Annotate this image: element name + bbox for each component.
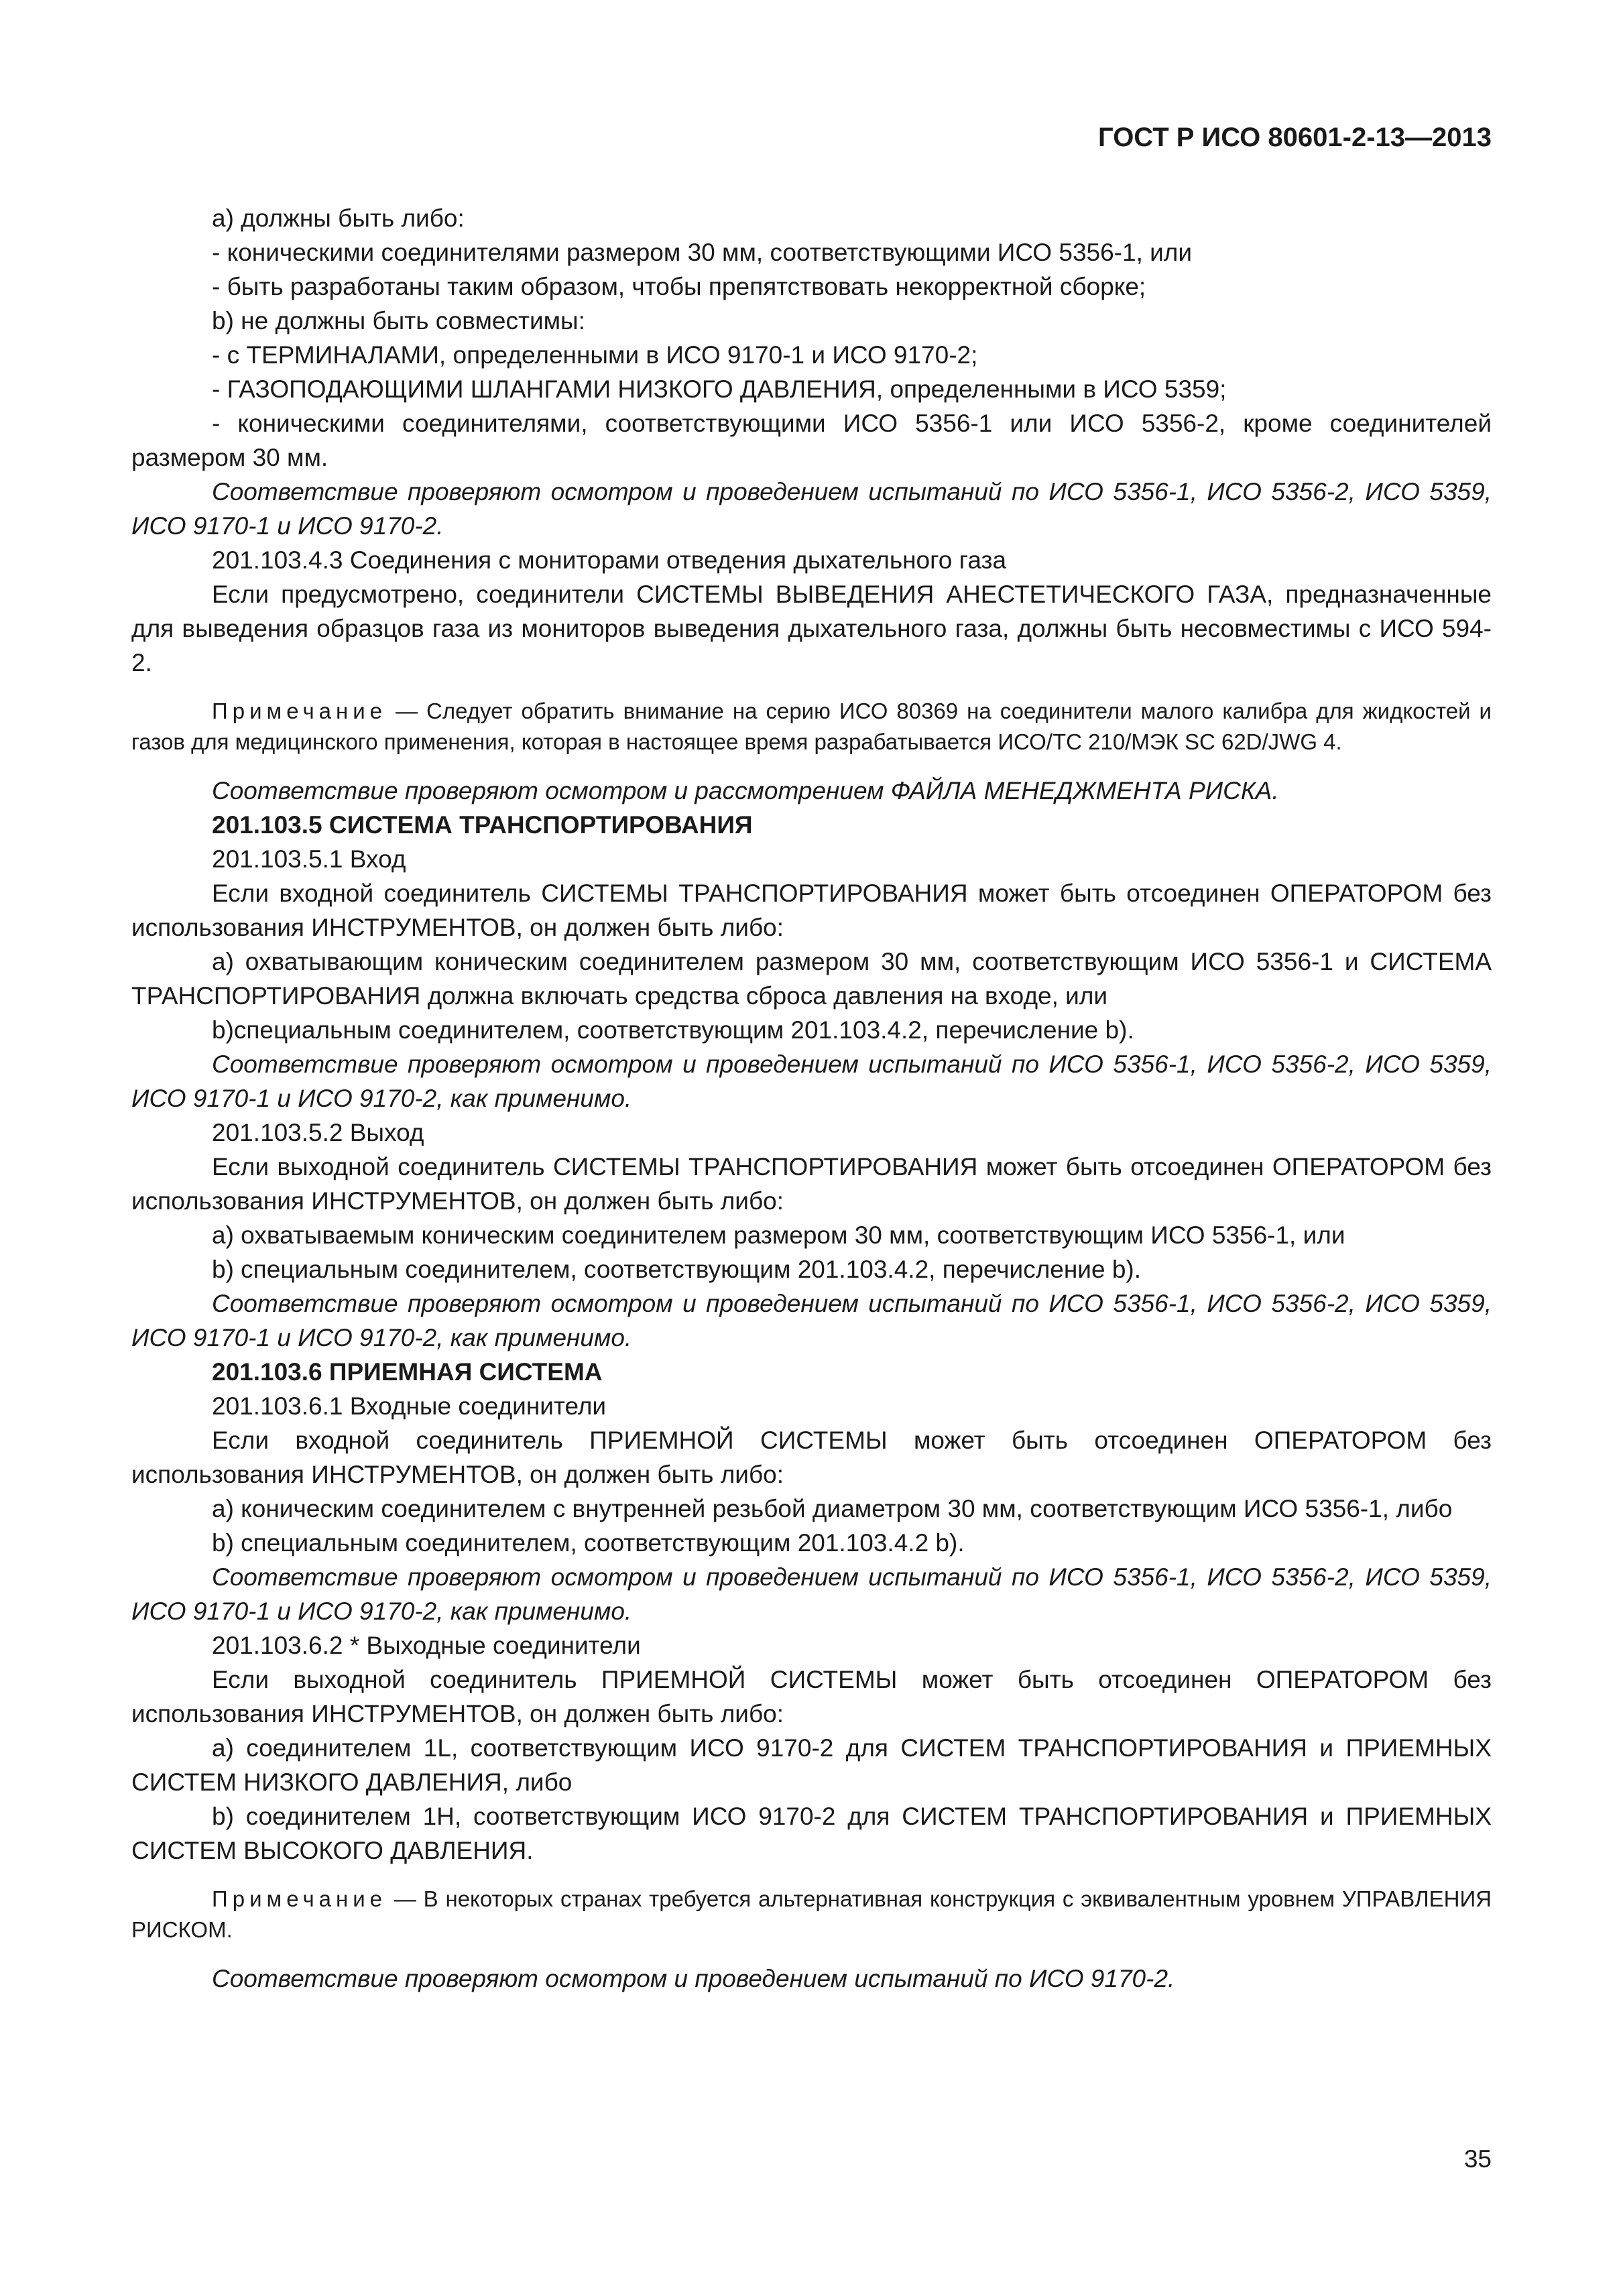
list-item: - быть разработаны таким образом, чтобы препятствовать некорректной сборке;: [212, 273, 1146, 300]
paragraph: Если предусмотрено, соединители СИСТЕМЫ ВЫВЕДЕНИЯ АНЕСТЕТИЧЕСКОГО ГАЗА, предназначенные для выведения образцов газа из мониторов выведения дыхательного газа, должны быть несовместимы с ИСО 594-2.: [131, 581, 1492, 676]
section-heading: 201.103.4.3 Соединения с мониторами отведения дыхательного газа: [212, 546, 1007, 574]
paragraph: Если входной соединитель ПРИЕМНОЙ СИСТЕМЫ может быть отсоединен ОПЕРАТОРОМ без использования ИНСТРУМЕНТОВ, он должен быть либо:: [131, 1427, 1492, 1488]
list-item: а) должны быть либо:: [212, 204, 465, 232]
section-heading: 201.103.5 СИСТЕМА ТРАНСПОРТИРОВАНИЯ: [212, 811, 753, 839]
list-item: - коническими соединителями, соответствующими ИСО 5356-1 или ИСО 5356-2, кроме соединителей размером 30 мм.: [131, 410, 1492, 471]
note: [131, 1884, 1492, 1945]
compliance-statement: Соответствие проверяют осмотром и проведением испытаний по ИСО 9170-2.: [212, 1965, 1175, 1992]
compliance-statement: Соответствие проверяют осмотром и проведением испытаний по ИСО 5356-1, ИСО 5356-2, ИСО 5359, ИСО 9170-1 и ИСО 9170-2, как применимо.: [131, 1290, 1492, 1351]
compliance-statement: Соответствие проверяют осмотром и проведением испытаний по ИСО 5356-1, ИСО 5356-2, ИСО 5359, ИСО 9170-1 и ИСО 9170-2, как применимо.: [131, 1050, 1492, 1112]
list-item: b) соединителем 1H, соответствующим ИСО 9170-2 для СИСТЕМ ТРАНСПОРТИРОВАНИЯ и ПРИЕМНЫХ СИСТЕМ ВЫСОКОГО ДАВЛЕНИЯ.: [131, 1803, 1492, 1864]
compliance-statement: Соответствие проверяют осмотром и рассмотрением ФАЙЛА МЕНЕДЖМЕНТА РИСКА.: [212, 777, 1279, 804]
subsection-heading: 201.103.6.2 * Выходные соединители: [212, 1632, 641, 1659]
list-item: - коническими соединителями размером 30 мм, соответствующими ИСО 5356-1, или: [212, 239, 1193, 266]
list-item: b) специальным соединителем, соответствующим 201.103.4.2 b).: [212, 1529, 965, 1557]
note-label: Примечание: [212, 1886, 387, 1911]
list-item: а) охватывающим коническим соединителем размером 30 мм, соответствующим ИСО 5356-1 и СИСТЕМА ТРАНСПОРТИРОВАНИЯ должна включать средства сброса давления на входе, или: [131, 948, 1492, 1010]
subsection-heading: 201.103.6.1 Входные соединители: [212, 1392, 607, 1420]
list-item: b) не должны быть совместимы:: [212, 307, 585, 335]
note-text: — Следует обратить внимание на серию ИСО 80369 на соединители малого калибра для жидкостей и газов для медицинского применения, которая в настоящее время разрабатывается ИСО/ТС 210/МЭК SC 62D/JWG 4.: [131, 699, 1492, 754]
paragraph: Если входной соединитель СИСТЕМЫ ТРАНСПОРТИРОВАНИЯ может быть отсоединен ОПЕРАТОРОМ без использования ИНСТРУМЕНТОВ, он должен быть либо:: [131, 880, 1492, 941]
list-item: а) соединителем 1L, соответствующим ИСО 9170-2 для СИСТЕМ ТРАНСПОРТИРОВАНИЯ и ПРИЕМНЫХ СИСТЕМ НИЗКОГО ДАВЛЕНИЯ, либо: [131, 1734, 1492, 1796]
compliance-statement: Соответствие проверяют осмотром и проведением испытаний по ИСО 5356-1, ИСО 5356-2, ИСО 5359, ИСО 9170-1 и ИСО 9170-2, как применимо.: [131, 1563, 1492, 1625]
list-item: а) коническим соединителем с внутренней резьбой диаметром 30 мм, соответствующим ИСО 5356-1, либо: [212, 1495, 1453, 1522]
note-text: — В некоторых странах требуется альтернативная конструкция с эквивалентным уровнем УПРАВЛЕНИЯ РИСКОМ.: [131, 1886, 1492, 1942]
list-item: а) охватываемым коническим соединителем размером 30 мм, соответствующим ИСО 5356-1, или: [212, 1221, 1345, 1249]
note-label: Примечание: [212, 699, 387, 723]
list-item: b)специальным соединителем, соответствующим 201.103.4.2, перечисление b).: [212, 1016, 1134, 1044]
list-item: - с ТЕРМИНАЛАМИ, определенными в ИСО 9170-1 и ИСО 9170-2;: [212, 341, 978, 369]
page-number: 35: [1463, 2145, 1492, 2173]
document-body: [131, 201, 1492, 1996]
paragraph: Если выходной соединитель СИСТЕМЫ ТРАНСПОРТИРОВАНИЯ может быть отсоединен ОПЕРАТОРОМ без использования ИНСТРУМЕНТОВ, он должен быть либо:: [131, 1153, 1492, 1215]
paragraph: Если выходной соединитель ПРИЕМНОЙ СИСТЕМЫ может быть отсоединен ОПЕРАТОРОМ без использования ИНСТРУМЕНТОВ, он должен быть либо:: [131, 1666, 1492, 1728]
compliance-statement: Соответствие проверяют осмотром и проведением испытаний по ИСО 5356-1, ИСО 5356-2, ИСО 5359, ИСО 9170-1 и ИСО 9170-2.: [131, 478, 1492, 540]
subsection-heading: 201.103.5.2 Выход: [212, 1119, 424, 1146]
document-header: ГОСТ Р ИСО 80601-2-13—2013: [1098, 123, 1492, 152]
list-item: b) специальным соединителем, соответствующим 201.103.4.2, перечисление b).: [212, 1256, 1142, 1283]
list-item: - ГАЗОПОДАЮЩИМИ ШЛАНГАМИ НИЗКОГО ДАВЛЕНИЯ, определенными в ИСО 5359;: [212, 375, 1227, 403]
note: [131, 696, 1492, 758]
subsection-heading: 201.103.5.1 Вход: [212, 845, 406, 873]
section-heading: 201.103.6 ПРИЕМНАЯ СИСТЕМА: [212, 1358, 603, 1386]
